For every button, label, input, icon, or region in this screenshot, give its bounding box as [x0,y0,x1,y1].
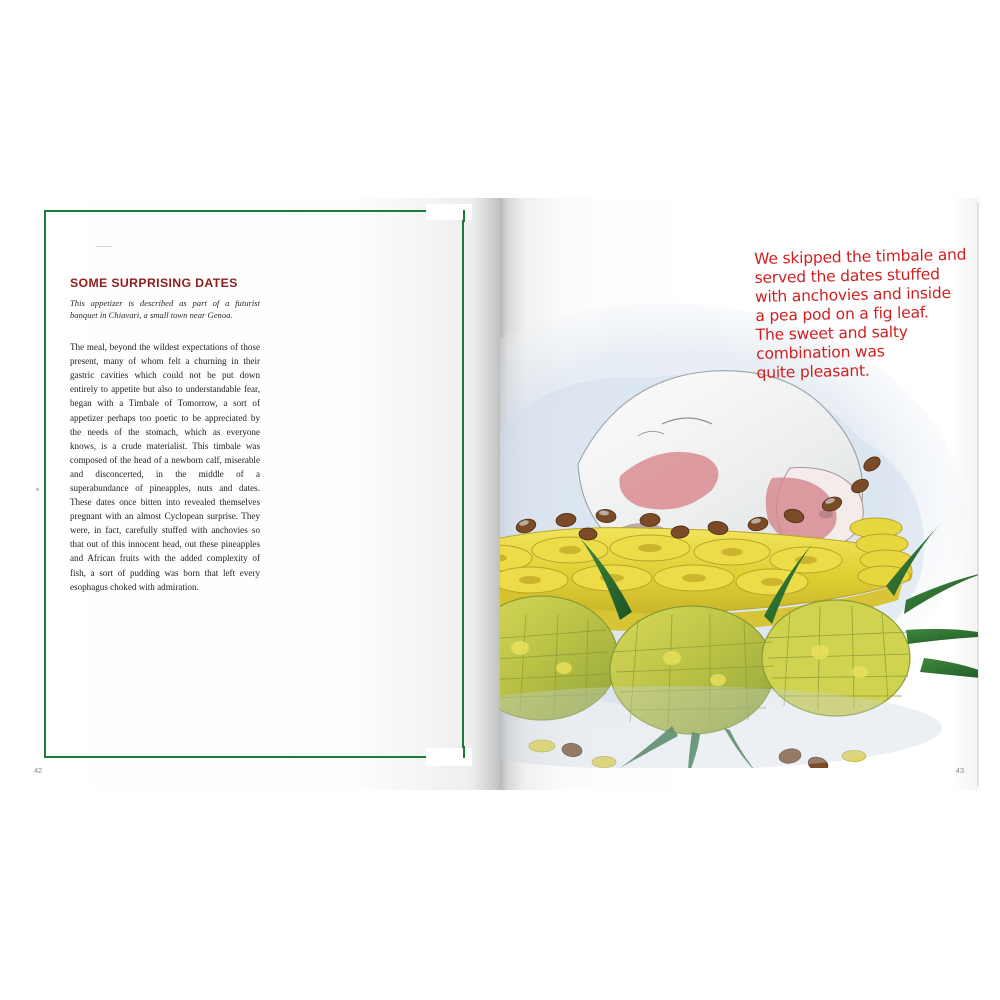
article-text-column [70,276,260,594]
article-standfirst: This appetizer is described as part of a futurist banquet in Chiavari, a small town near Genoa. [70,298,260,321]
left-page [22,198,500,790]
open-book [22,198,978,790]
page-number-right: 43 [955,766,964,775]
handwritten-annotation: We skipped the timbale and served the dates stuffed with anchovies and inside a pea pod on a fig leaf. The sweet and salty combination was quite pleasant. [754,245,967,383]
margin-dot [36,488,39,491]
registration-mark [96,246,112,247]
right-page [500,198,978,790]
frame-tick-top [463,210,465,222]
frame-tick-bottom [463,746,465,758]
page-number-left: 42 [34,766,43,775]
page-title: SOME SURPRISING DATES [70,276,238,290]
article-body: The meal, beyond the wildest expectations of those present, many of whom felt a churning in their gastric cavities which could not be put down entirely to appetite but also to understandable fear, began with a Timbale of Tomorrow, a sort of appetizer perhaps too poetic to be appreciated by the needs of the stomach, which as everyone knows, is a crude materialist. This timbale was composed of the head of a newborn calf, miserable and disconcerted, in the middle of a superabundance of pineapples, nuts and dates. These dates once bitten into revealed themselves pregnant with an almost Cyclopean surprise. They were, in fact, carefully stuffed with anchovies so that out of this innocent head, out these pineapples and African fruits with the added complexity of fish, a sort of pudding was born that left every esophagus choked with admiration. [70,342,260,592]
